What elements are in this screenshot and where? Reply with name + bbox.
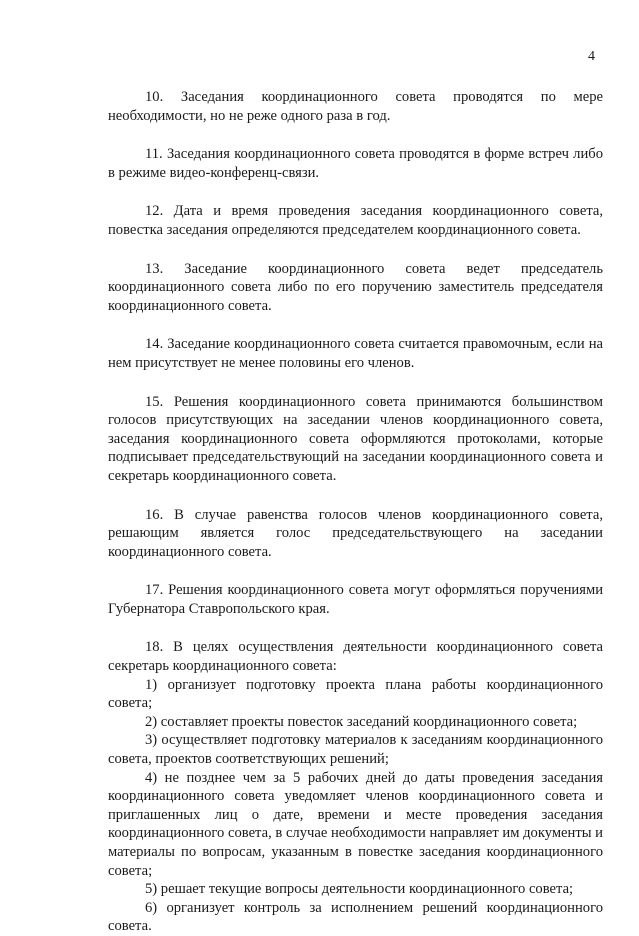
paragraph-10: 10. Заседания координационного совета проводятся по мере необходимости, но не реже одного раза в год. [108, 89, 603, 124]
paragraph-16: 16. В случае равенства голосов членов координационного совета, решающим является голос председательствующего на заседании координационного совета. [108, 506, 603, 560]
page-number: 4 [588, 49, 595, 64]
paragraph-12: 12. Дата и время проведения заседания координационного совета, повестка заседания определяются председателем координационного совета. [108, 203, 603, 238]
list-item: 3) осуществляет подготовку материалов к заседаниям координационного совета, проектов соответствующих решений; [108, 732, 603, 768]
paragraph-17: 17. Решения координационного совета могут оформляться поручениями Губернатора Ставропольского края. [108, 582, 603, 617]
list-item: 4) не позднее чем за 5 рабочих дней до даты проведения заседания координационного совета уведомляет членов координационного совета и приглашенных лиц о дате, времени и месте проведения заседания координационного совета, в случае необходимости направляет им документы и материалы по вопросам, указанным в повестке заседания координационного совета; [108, 769, 603, 879]
list-item: 6) организует контроль за исполнением решений координационного совета. [108, 899, 603, 935]
paragraph-11: 11. Заседания координационного совета проводятся в форме встреч либо в режиме видео-конференц-связи. [108, 146, 603, 181]
paragraph-14: 14. Заседание координационного совета считается правомочным, если на нем присутствует не менее половины его членов. [108, 336, 603, 371]
paragraph-18: 18. В целях осуществления деятельности координационного совета секретарь координационного совета: [108, 639, 603, 675]
paragraph-15: 15. Решения координационного совета принимаются большинством голосов присутствующих на заседании членов координационного совета, заседания координационного совета оформляются протоколами, которые подписывает председательствующий на заседании координационного совета и секретарь координационного совета. [108, 393, 603, 484]
list-item: 2) составляет проекты повесток заседаний координационного совета; [145, 713, 578, 730]
paragraph-13: 13. Заседание координационного совета ведет председатель координационного совета либо по его поручению заместитель председателя координационного совета. [108, 260, 603, 314]
list-item: 1) организует подготовку проекта плана работы координационного совета; [108, 676, 603, 712]
document-body [108, 88, 603, 936]
list-item: 5) решает текущие вопросы деятельности координационного совета; [145, 881, 574, 898]
